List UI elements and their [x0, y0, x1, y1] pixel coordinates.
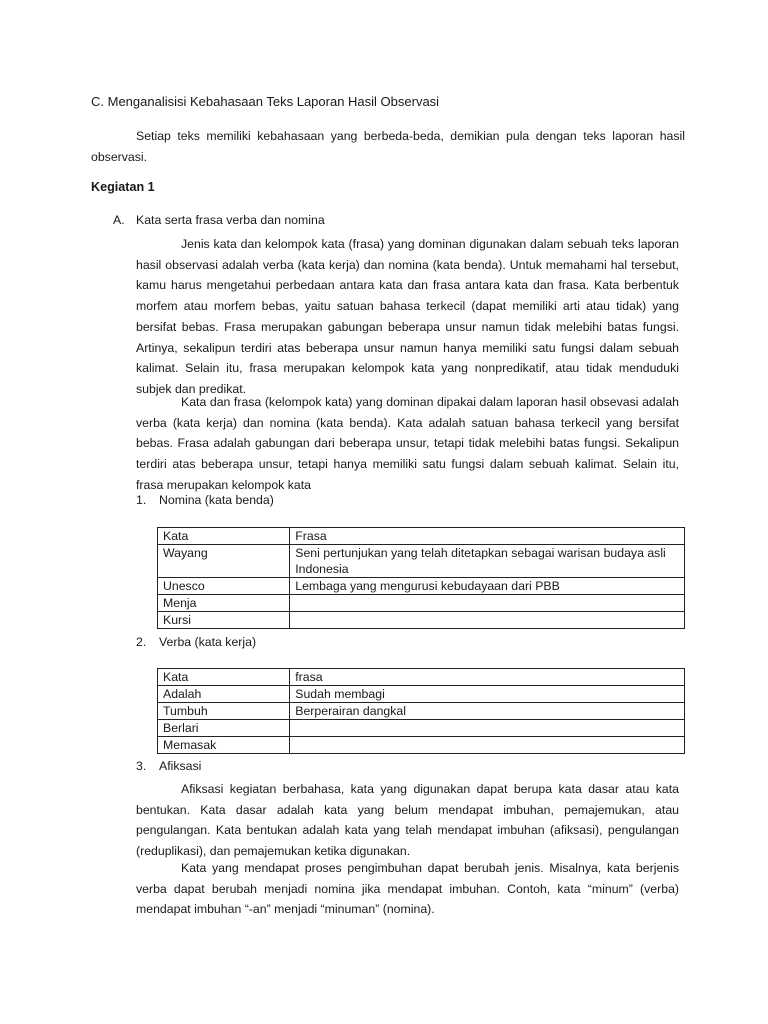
table-cell [290, 737, 685, 754]
table-row [158, 686, 685, 703]
table-cell: Sudah membagi [290, 686, 685, 703]
section-title: C. Menganalisisi Kebahasaan Teks Laporan Hasil Observasi [91, 94, 440, 109]
list-item-label: Afiksasi [159, 759, 202, 773]
table-cell: Memasak [158, 737, 290, 754]
list-item-label: Verba (kata kerja) [159, 635, 257, 649]
table-row [158, 669, 685, 686]
table-cell: Lembaga yang mengurusi kebudayaan dari PBB [290, 578, 685, 595]
list-item-number: 3. [136, 759, 147, 773]
table-row [158, 612, 685, 629]
list-item-number: 1. [136, 493, 147, 507]
table-cell: Wayang [158, 545, 290, 578]
table-cell: Berlari [158, 720, 290, 737]
table-cell: frasa [290, 669, 685, 686]
table-cell: Kata [158, 528, 290, 545]
list-item-label: Nomina (kata benda) [159, 493, 274, 507]
table-cell: Unesco [158, 578, 290, 595]
section-a-paragraph-1: Jenis kata dan kelompok kata (frasa) yang dominan digunakan dalam sebuah teks laporan hasil observasi adalah verba (kata kerja) dan nomina (kata benda). Untuk memahami hal tersebut, kamu harus mengetahui perbedaan antara kata dan frasa antara kata dan frasa. Kata berbentuk morfem atau morfem bebas, yaitu satuan bahasa terkecil (dapat memiliki arti atau tidak) yang bersifat bebas. Frasa merupakan gabungan beberapa unsur namun tidak melebihi batas fungsi. Artinya, sekalipun terdiri atas beberapa unsur namun hanya memiliki satu fungsi dalam sebuah kalimat. Selain itu, frasa merupakan kelompok kata yang nonpredikatif, atau tidak menduduki subjek dan predikat. [136, 237, 679, 396]
table-cell: Seni pertunjukan yang telah ditetapkan sebagai warisan budaya asli Indonesia [290, 545, 685, 578]
table-row [158, 737, 685, 754]
section-a-letter: A. [113, 213, 125, 227]
table-cell: Kata [158, 669, 290, 686]
table-row [158, 578, 685, 595]
intro-paragraph: Setiap teks memiliki kebahasaan yang berbeda-beda, demikian pula dengan teks laporan hasil observasi. [91, 129, 685, 164]
section-a-paragraph-2: Kata dan frasa (kelompok kata) yang dominan dipakai dalam laporan hasil obsevasi adalah verba (kata kerja) dan nomina (kata benda). Kata adalah satuan bahasa terkecil yang bersifat bebas. Frasa adalah gabungan dari beberapa unsur, tetapi tidak melebihi batas fungsi. Sekalipun terdiri atas beberapa unsur, tetapi hanya memiliki satu fungsi dalam sebuah kalimat. Selain itu, frasa merupakan kelompok kata [136, 395, 679, 492]
section-a-heading-text: Kata serta frasa verba dan nomina [136, 213, 325, 227]
table-cell [290, 595, 685, 612]
table-cell: Tumbuh [158, 703, 290, 720]
table-cell [290, 612, 685, 629]
nomina-table [157, 527, 685, 629]
table-cell: Kursi [158, 612, 290, 629]
activity-heading: Kegiatan 1 [91, 180, 155, 194]
list-item-number: 2. [136, 635, 147, 649]
table-cell: Berperairan dangkal [290, 703, 685, 720]
table-row [158, 545, 685, 578]
table-row [158, 595, 685, 612]
table-cell: Adalah [158, 686, 290, 703]
verba-table [157, 668, 685, 754]
table-row [158, 720, 685, 737]
table-cell [290, 720, 685, 737]
table-row [158, 703, 685, 720]
afiksasi-paragraph-1: Afiksasi kegiatan berbahasa, kata yang digunakan dapat berupa kata dasar atau kata bentukan. Kata dasar adalah kata yang belum mendapat imbuhan, pemajemukan, atau pengulangan. Kata bentukan adalah kata yang telah mendapat imbuhan (afiksasi), pengulangan (reduplikasi), dan pemajemukan ketika digunakan. [136, 782, 679, 859]
table-row [158, 528, 685, 545]
table-cell: Frasa [290, 528, 685, 545]
afiksasi-paragraph-2: Kata yang mendapat proses pengimbuhan dapat berubah jenis. Misalnya, kata berjenis verba dapat berubah menjadi nomina jika mendapat imbuhan. Contoh, kata “minum” (verba) mendapat imbuhan “-an” menjadi “minuman” (nomina). [136, 861, 679, 917]
table-cell: Menja [158, 595, 290, 612]
